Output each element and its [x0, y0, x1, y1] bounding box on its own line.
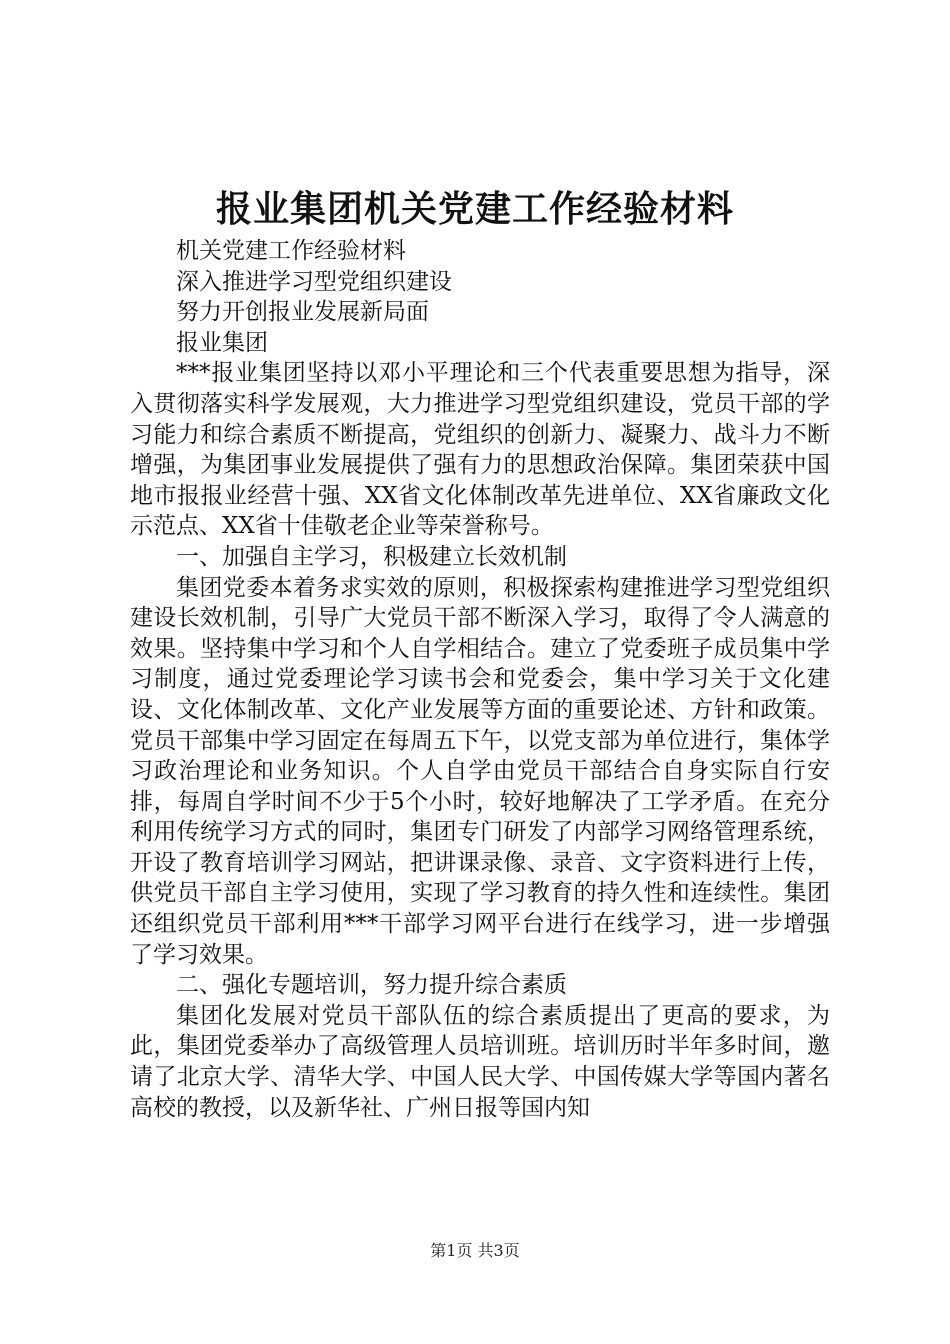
subtitle-line: 努力开创报业发展新局面 — [176, 299, 429, 326]
body-paragraph: 集团化发展对党员干部队伍的综合素质提出了更高的要求，为此，集团党委举办了高级管理人员培训班。培训历时半年多时间，邀请了北京大学、清华大学、中国人民大学、中国传媒大学等国内著名高校的教授，以及新华社、广州日报等国内知 — [130, 1002, 830, 1121]
document-body — [130, 236, 830, 1123]
author-line: 报业集团 — [176, 329, 268, 356]
subtitle-line: 深入推进学习型党组织建设 — [176, 268, 452, 295]
section-heading: 二、强化专题培训，努力提升综合素质 — [176, 972, 567, 999]
section-heading: 一、加强自主学习，积极建立长效机制 — [176, 543, 567, 570]
page-footer: 第1页 共3页 — [430, 1241, 520, 1260]
intro-paragraph: ***报业集团坚持以邓小平理论和三个代表重要思想为指导，深入贯彻落实科学发展观，大力推进学习型党组织建设，党员干部的学习能力和综合素质不断提高，党组织的创新力、凝聚力、战斗力不断增强，为集团事业发展提供了强有力的思想政治保障。集团荣获中国地市报报业经营十强、XX省文化体制改革先进单位、XX省廉政文化示范点、XX省十佳敬老企业等荣誉称号。 — [130, 360, 830, 540]
subtitle-line: 机关党建工作经验材料 — [176, 238, 406, 264]
document-title: 报业集团机关党建工作经验材料 — [215, 188, 734, 230]
body-paragraph: 集团党委本着务求实效的原则，积极探索构建推进学习型党组织建设长效机制，引导广大党员干部不断深入学习，取得了令人满意的效果。坚持集中学习和个人自学相结合。建立了党委班子成员集中学习制度，通过党委理论学习读书会和党委会，集中学习关于文化建设、文化体制改革、文化产业发展等方面的重要论述、方针和政策。党员干部集中学习固定在每周五下午，以党支部为单位进行，集体学习政治理论和业务知识。个人自学由党员干部结合自身实际自行安排，每周自学时间不少于5个小时，较好地解决了工学矛盾。在充分利用传统学习方式的同时，集团专门研发了内部学习网络管理系统，开设了教育培训学习网站，把讲课录像、录音、文字资料进行上传，供党员干部自主学习使用，实现了学习教育的持久性和连续性。集团还组织党员干部利用***干部学习网平台进行在线学习，进一步增强了学习效果。 — [130, 574, 830, 968]
